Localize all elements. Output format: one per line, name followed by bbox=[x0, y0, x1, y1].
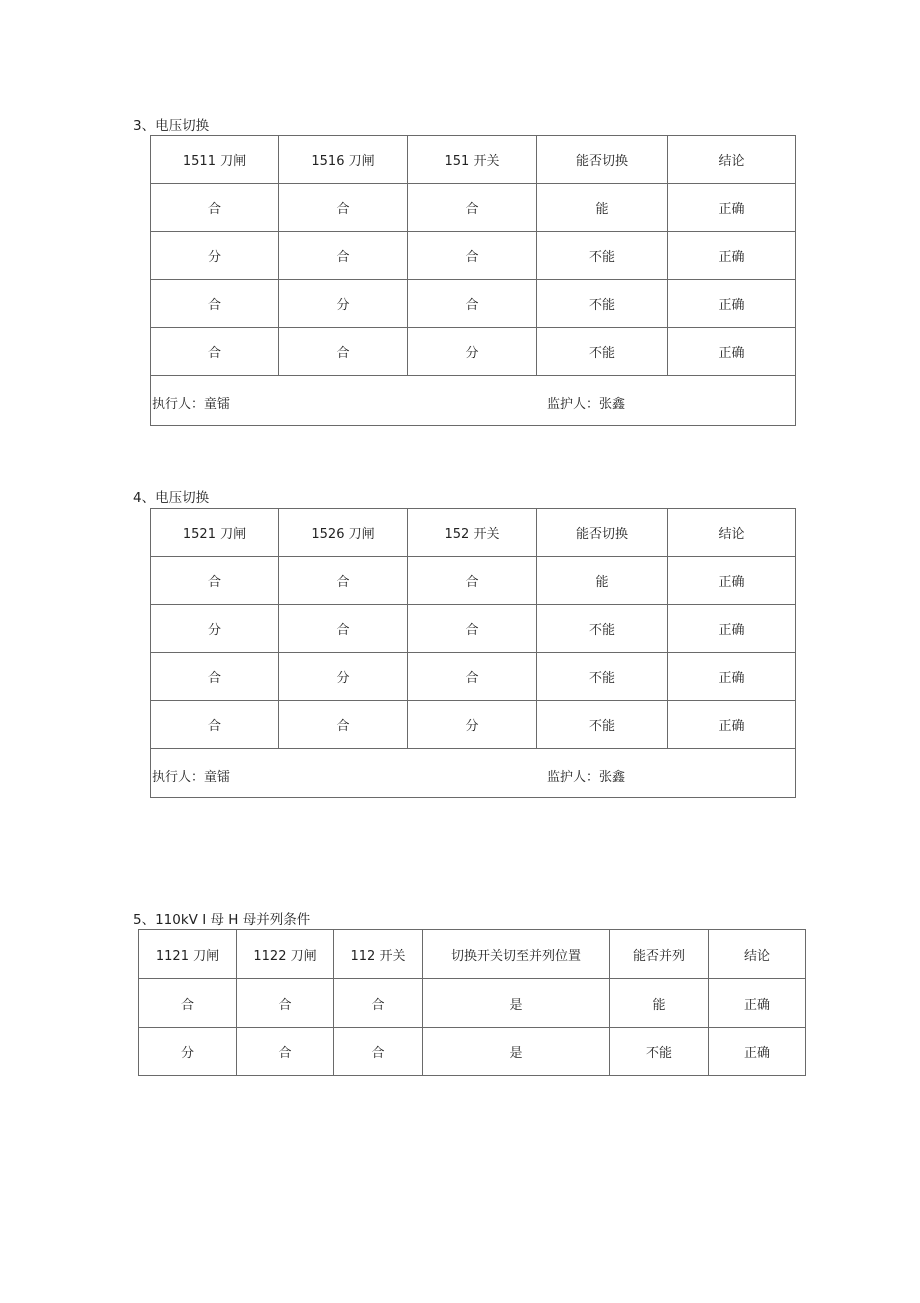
header-cell: 112 开关 bbox=[334, 930, 423, 979]
header-cell: 1122 刀闸 bbox=[237, 930, 334, 979]
table-cell: 合 bbox=[151, 328, 279, 376]
table-cell: 合 bbox=[334, 1028, 423, 1076]
executor-label: 执行人：童镭 bbox=[152, 397, 231, 412]
supervisor-label: 监护人：张鑫 bbox=[547, 397, 626, 412]
header-cell: 能否并列 bbox=[610, 930, 709, 979]
table-cell: 正确 bbox=[668, 280, 796, 328]
table-cell: 不能 bbox=[610, 1028, 709, 1076]
table-cell: 分 bbox=[151, 232, 279, 280]
table-row bbox=[151, 184, 796, 232]
header-cell: 151 开关 bbox=[408, 136, 537, 184]
table-row bbox=[139, 1028, 806, 1076]
table-cell: 不能 bbox=[537, 605, 668, 653]
table-cell: 正确 bbox=[668, 184, 796, 232]
table-cell: 正确 bbox=[668, 701, 796, 749]
header-cell: 1511 刀闸 bbox=[151, 136, 279, 184]
table-cell: 不能 bbox=[537, 653, 668, 701]
table-cell: 正确 bbox=[668, 328, 796, 376]
section-4-title: 4、电压切换 bbox=[133, 490, 210, 506]
table-header-row bbox=[151, 509, 796, 557]
table-row bbox=[139, 979, 806, 1028]
table-row bbox=[151, 701, 796, 749]
table-cell: 正确 bbox=[668, 653, 796, 701]
header-cell: 1521 刀闸 bbox=[151, 509, 279, 557]
header-cell: 结论 bbox=[668, 136, 796, 184]
section-4-table bbox=[150, 508, 796, 798]
table-cell: 正确 bbox=[668, 557, 796, 605]
table-cell: 合 bbox=[408, 557, 537, 605]
table-row bbox=[151, 280, 796, 328]
table-cell: 分 bbox=[408, 328, 537, 376]
table-header-row bbox=[151, 136, 796, 184]
table-cell: 不能 bbox=[537, 232, 668, 280]
table-cell: 合 bbox=[151, 653, 279, 701]
table-cell: 合 bbox=[279, 557, 408, 605]
header-cell: 1121 刀闸 bbox=[139, 930, 237, 979]
supervisor-label: 监护人：张鑫 bbox=[547, 770, 626, 785]
table-cell: 是 bbox=[423, 979, 610, 1028]
table-cell: 合 bbox=[279, 328, 408, 376]
table-row bbox=[151, 557, 796, 605]
section-3-table bbox=[150, 135, 796, 426]
signature-cell bbox=[151, 376, 796, 426]
table-row bbox=[151, 653, 796, 701]
table-cell: 正确 bbox=[709, 1028, 806, 1076]
section-5-table bbox=[138, 929, 806, 1076]
table-cell: 是 bbox=[423, 1028, 610, 1076]
table-cell: 合 bbox=[279, 232, 408, 280]
table-row bbox=[151, 605, 796, 653]
signature-row bbox=[151, 376, 796, 426]
table-cell: 分 bbox=[151, 605, 279, 653]
header-cell: 能否切换 bbox=[537, 136, 668, 184]
table-cell: 分 bbox=[279, 653, 408, 701]
table-cell: 能 bbox=[537, 557, 668, 605]
signature-row bbox=[151, 749, 796, 798]
header-cell: 152 开关 bbox=[408, 509, 537, 557]
table-cell: 不能 bbox=[537, 701, 668, 749]
header-cell: 结论 bbox=[668, 509, 796, 557]
table-cell: 正确 bbox=[709, 979, 806, 1028]
table-cell: 合 bbox=[279, 184, 408, 232]
table-cell: 合 bbox=[408, 280, 537, 328]
table-cell: 能 bbox=[610, 979, 709, 1028]
table-cell: 分 bbox=[279, 280, 408, 328]
table-cell: 分 bbox=[139, 1028, 237, 1076]
table-cell: 合 bbox=[237, 1028, 334, 1076]
table-cell: 合 bbox=[408, 605, 537, 653]
table-cell: 合 bbox=[408, 184, 537, 232]
table-row bbox=[151, 328, 796, 376]
table-cell: 分 bbox=[408, 701, 537, 749]
table-cell: 能 bbox=[537, 184, 668, 232]
table-cell: 合 bbox=[334, 979, 423, 1028]
table-cell: 合 bbox=[279, 701, 408, 749]
table-header-row bbox=[139, 930, 806, 979]
executor-label: 执行人：童镭 bbox=[152, 770, 231, 785]
table-cell: 合 bbox=[408, 232, 537, 280]
table-cell: 合 bbox=[151, 280, 279, 328]
table-cell: 正确 bbox=[668, 232, 796, 280]
section-3-title: 3、电压切换 bbox=[133, 118, 210, 134]
table-cell: 合 bbox=[408, 653, 537, 701]
table-cell: 合 bbox=[139, 979, 237, 1028]
signature-cell bbox=[151, 749, 796, 798]
header-cell: 1516 刀闸 bbox=[279, 136, 408, 184]
table-cell: 不能 bbox=[537, 280, 668, 328]
table-cell: 合 bbox=[151, 184, 279, 232]
table-row bbox=[151, 232, 796, 280]
header-cell: 1526 刀闸 bbox=[279, 509, 408, 557]
header-cell: 切换开关切至并列位置 bbox=[423, 930, 610, 979]
table-cell: 正确 bbox=[668, 605, 796, 653]
table-cell: 合 bbox=[279, 605, 408, 653]
table-cell: 合 bbox=[151, 701, 279, 749]
table-cell: 不能 bbox=[537, 328, 668, 376]
section-5-title: 5、110kV I 母 H 母并列条件 bbox=[133, 912, 311, 928]
header-cell: 能否切换 bbox=[537, 509, 668, 557]
header-cell: 结论 bbox=[709, 930, 806, 979]
table-cell: 合 bbox=[151, 557, 279, 605]
table-cell: 合 bbox=[237, 979, 334, 1028]
